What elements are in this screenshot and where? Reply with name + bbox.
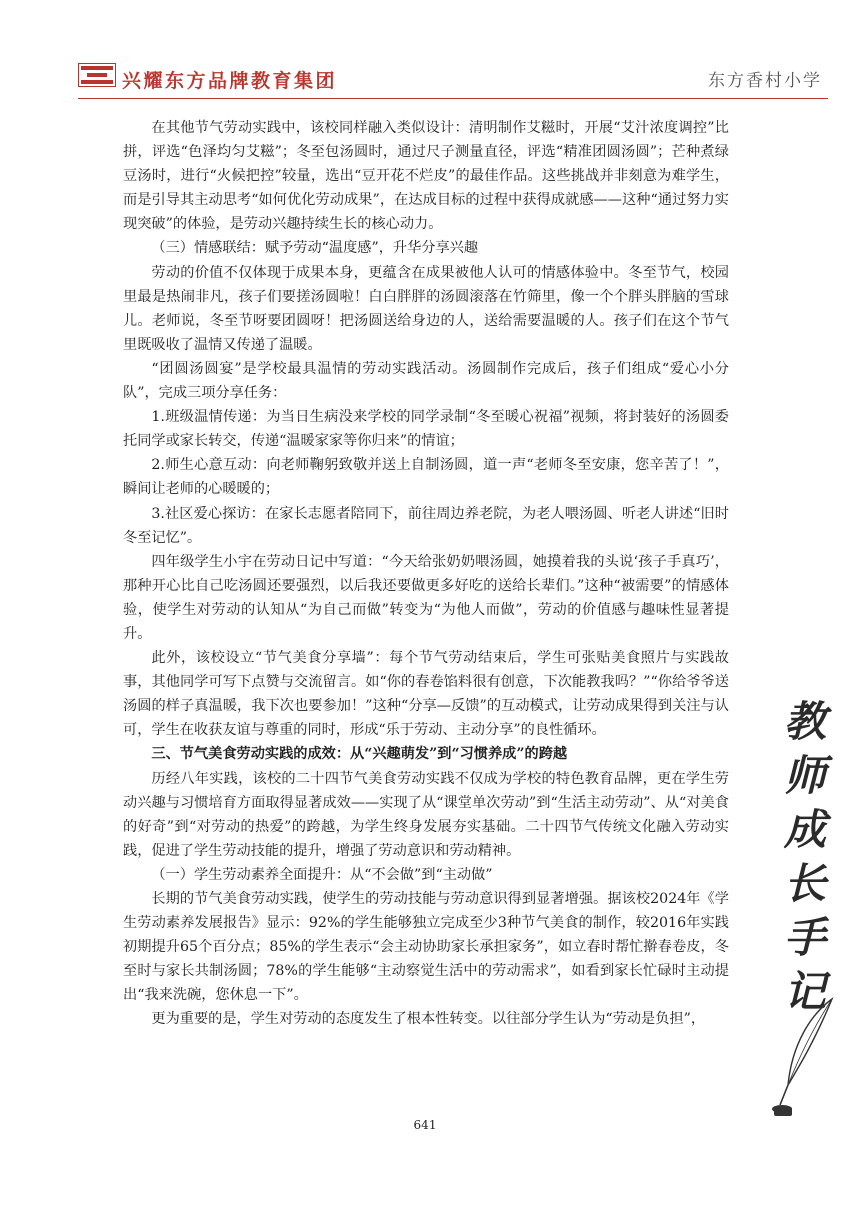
side-title-char: 教 (783, 697, 826, 746)
page-header (0, 0, 850, 100)
paragraph: 劳动的价值不仅体现于成果本身，更蕴含在成果被他人认可的情感体验中。冬至节气，校园里最是热闹非凡，孩子们要搓汤圆啦！白白胖胖的汤圆滚落在竹筛里，像一个个胖头胖脑的雪球儿。老师说，冬至节呀要团圆呀！把汤圆送给身边的人，送给需要温暖的人。孩子们在这个节气里既吸收了温情又传递了温暖。 (123, 264, 729, 353)
paragraph: 此外，该校设立“节气美食分享墙”：每个节气劳动结束后，学生可张贴美食照片与实践故事，其他同学可写下点赞与交流留言。如“你的春卷馅料很有创意，下次能教我吗？”“你给爷爷送汤圆的样子真温暖，我下次也要参加！”这种“分享—反馈”的互动模式，让劳动成果得到关注与认可，学生在收获友谊与尊重的同时，形成“乐于劳动、主动分享”的良性循环。 (123, 650, 729, 739)
school-name: 东方香村小学 (708, 71, 822, 91)
paragraph: 四年级学生小宇在劳动日记中写道：“今天给张奶奶喂汤圆，她摸着我的头说‘孩子手真巧’，那种开心比自己吃汤圆还要强烈，以后我还要做更多好吃的送给长辈们。”这种“被需要”的情感体验，使学生对劳动的认知从“为自己而做”转变为“为他人而做”，劳动的价值感与趣味性显著提升。 (123, 553, 729, 642)
side-title-char: 手 (783, 913, 826, 962)
side-title-char: 长 (783, 859, 826, 908)
side-calligraphy-title (770, 695, 840, 1019)
article-body (123, 116, 729, 1032)
brand-logo-icon (78, 63, 116, 87)
paragraph: （一）学生劳动素养全面提升：从“不会做”到“主动做” (151, 866, 493, 883)
side-title-char: 师 (783, 751, 826, 800)
paragraph: 在其他节气劳动实践中，该校同样融入类似设计：清明制作艾糍时，开展“艾汁浓度调控”比拼，评选“色泽均匀艾糍”；冬至包汤圆时，通过尺子测量直径，评选“精准团圆汤圆”；芒种煮绿豆汤时，进行“火候把控”较量，选出“豆开花不烂皮”的最佳作品。这些挑战并非刻意为难学生，而是引导其主动思考“如何优化劳动成果”，在达成目标的过程中获得成就感——这种“通过努力实现突破”的体验，是劳动兴趣持续生长的核心动力。 (123, 120, 729, 233)
paragraph: 3.社区爱心探访：在家长志愿者陪同下，前往周边养老院，为老人喂汤圆、听老人讲述“旧时冬至记忆”。 (123, 505, 729, 546)
side-title-char: 成 (783, 805, 826, 854)
side-title-char: 记 (783, 967, 826, 1016)
page-number: 641 (413, 1118, 437, 1132)
brand-name: 兴耀东方品牌教育集团 (122, 70, 338, 92)
header-divider (78, 98, 828, 99)
quill-pen-icon (770, 995, 840, 1120)
paragraph: 1.班级温情传递：为当日生病没来学校的同学录制“冬至暖心祝福”视频，将封装好的汤圆委托同学或家长转交，传递“温暖家家等你归来”的情谊； (123, 409, 729, 450)
paragraph: 历经八年实践，该校的二十四节气美食劳动实践不仅成为学校的特色教育品牌，更在学生劳动兴趣与习惯培育方面取得显著成效——实现了从“课堂单次劳动”到“生活主动劳动”、从“对美食的好奇”到“对劳动的热爱”的跨越，为学生终身发展夯实基础。二十四节气传统文化融入劳动实践，促进了学生劳动技能的提升，增强了劳动意识和劳动精神。 (123, 770, 729, 859)
paragraph: 更为重要的是，学生对劳动的态度发生了根本性转变。以往部分学生认为“劳动是负担”， (151, 1011, 706, 1028)
paragraph: 长期的节气美食劳动实践，使学生的劳动技能与劳动意识得到显著增强。据该校2024年《学生劳动素养发展报告》显示：92%的学生能够独立完成至少3种节气美食的制作，较2016年实践初期提升65个百分点；85%的学生表示“会主动协助家长承担家务”，如立春时帮忙擀春卷皮，冬至时与家长共制汤圆；78%的学生能够“主动察觉生活中的劳动需求”，如看到家长忙碌时主动提出“我来洗碗，您休息一下”。 (123, 891, 729, 1004)
paragraph: “团圆汤圆宴”是学校最具温情的劳动实践活动。汤圆制作完成后，孩子们组成“爱心小分队”，完成三项分享任务： (123, 360, 729, 402)
paragraph: 2.师生心意互动：向老师鞠躬致敬并送上自制汤圆，道一声“老师冬至安康，您辛苦了！”，瞬间让老师的心暖暖的； (123, 457, 729, 498)
section-heading: 三、节气美食劳动实践的成效：从“兴趣萌发”到“习惯养成”的跨越 (151, 746, 568, 763)
paragraph: （三）情感联结：赋予劳动“温度感”，升华分享兴趣 (151, 240, 479, 257)
